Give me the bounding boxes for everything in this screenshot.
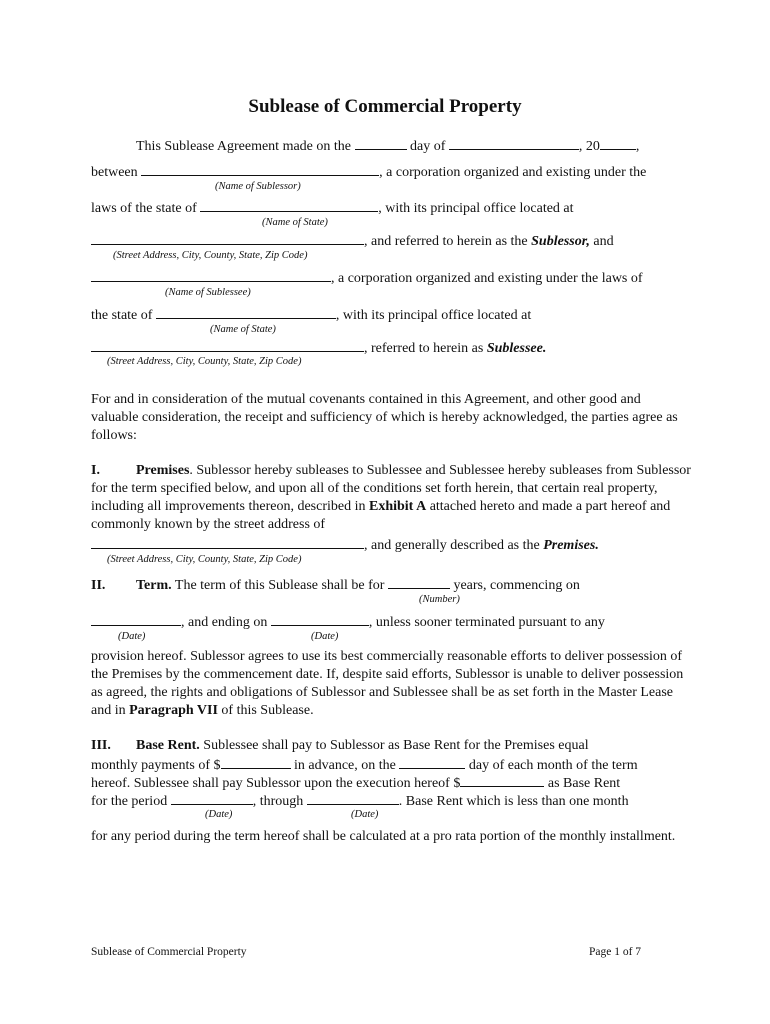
section-text: , through xyxy=(252,794,304,809)
section-text: day of each month of the term xyxy=(468,758,638,773)
intro-text: the state of xyxy=(91,308,153,323)
section-text: in advance, on the xyxy=(294,758,396,773)
period-start-blank[interactable] xyxy=(171,792,253,805)
caption-address-1: (Street Address, City, County, State, Zip Code) xyxy=(113,250,308,261)
section-text: . Base Rent which is less than one month xyxy=(398,794,629,809)
section-rent-body: for any period during the term hereof shall be calculated at a pro rata portion of the monthly installment. xyxy=(91,829,676,844)
caption-premises-address: (Street Address, City, County, State, Zip Code) xyxy=(107,554,302,565)
consideration-paragraph: For and in consideration of the mutual covenants contained in this Agreement, and other good and valuable consideration, the receipt and sufficiency of which is hereby acknowledged, the parties agree as follows: xyxy=(91,392,678,443)
section-text: The term of this Sublease shall be for xyxy=(174,578,385,593)
document-title: Sublease of Commercial Property xyxy=(248,96,522,117)
section-rent-line-1 xyxy=(91,738,589,754)
sublessee-address-blank[interactable] xyxy=(91,339,364,352)
intro-text: , a corporation organized and existing under the xyxy=(379,165,647,180)
sublessor-term: Sublessor, xyxy=(531,234,590,249)
section-number: I. xyxy=(91,463,100,478)
intro-text: , 20 xyxy=(578,139,600,154)
intro-line-7 xyxy=(91,339,546,357)
section-premises xyxy=(91,462,691,534)
end-date-blank[interactable] xyxy=(271,613,369,626)
section-rent-line-2 xyxy=(91,756,638,774)
intro-text: , with its principal office located at xyxy=(335,308,532,323)
caption-date-1: (Date) xyxy=(118,631,146,642)
page-number: Page 1 of 7 xyxy=(589,946,642,958)
caption-date-2: (Date) xyxy=(311,631,339,642)
section-rent-line-3 xyxy=(91,774,620,792)
section-text: , and generally described as the xyxy=(364,538,540,553)
execution-amount-blank[interactable] xyxy=(460,774,544,787)
intro-line-1 xyxy=(136,137,639,155)
paragraph-reference: Paragraph VII xyxy=(129,703,218,718)
caption-number: (Number) xyxy=(419,594,460,605)
sublessee-term: Sublessee. xyxy=(486,341,547,356)
intro-line-2 xyxy=(91,163,646,181)
section-text: attached hereto and made a part hereof and commonly known by the street address of xyxy=(91,499,671,532)
commence-date-blank[interactable] xyxy=(91,613,181,626)
period-end-blank[interactable] xyxy=(307,792,399,805)
section-heading: Base Rent. xyxy=(136,738,200,753)
footer-title: Sublease of Commercial Property xyxy=(91,946,247,958)
section-text: as Base Rent xyxy=(547,776,621,791)
premises-address-line xyxy=(91,536,599,554)
intro-line-3 xyxy=(91,199,574,217)
sublessee-name-blank[interactable] xyxy=(91,269,331,282)
intro-line-5 xyxy=(91,269,643,287)
section-text: , and ending on xyxy=(181,615,268,630)
premises-term: Premises. xyxy=(543,538,599,553)
section-term-line-2 xyxy=(91,613,605,631)
section-term-body xyxy=(91,648,691,720)
intro-text: day of xyxy=(410,139,446,154)
intro-text: between xyxy=(91,165,138,180)
exhibit-reference: Exhibit A xyxy=(368,499,427,514)
caption-state-1: (Name of State) xyxy=(262,217,328,228)
section-text: , unless sooner terminated pursuant to any xyxy=(368,615,605,630)
sublessor-name-blank[interactable] xyxy=(141,163,379,176)
sublessor-address-blank[interactable] xyxy=(91,232,364,245)
section-text: provision hereof. Sublessor agrees to use its best commercially reasonable efforts to deliver possession of the Premises by the commencement date. If, despite said efforts, Sublessor is unable to deliver possession as agreed, the rights and obligations of Sublessor and Sublessee shall be as set forth in the Master Lease and in xyxy=(91,649,684,718)
section-text: monthly payments of $ xyxy=(91,758,221,773)
intro-text: This Sublease Agreement made on the xyxy=(136,139,351,154)
day-blank[interactable] xyxy=(355,137,407,150)
intro-text: , with its principal office located at xyxy=(378,201,574,216)
section-number: II. xyxy=(91,578,106,593)
year-blank[interactable] xyxy=(600,137,636,150)
section-text: Sublessee shall pay to Sublessor as Base Rent for the Premises equal xyxy=(203,738,589,753)
payment-day-blank[interactable] xyxy=(399,756,465,769)
monthly-amount-blank[interactable] xyxy=(221,756,291,769)
intro-text: , xyxy=(635,139,640,154)
sublessee-state-blank[interactable] xyxy=(156,306,336,319)
section-term-line-1 xyxy=(91,576,580,594)
sublessor-state-blank[interactable] xyxy=(200,199,378,212)
section-heading: Term. xyxy=(136,578,172,593)
caption-sublessor: (Name of Sublessor) xyxy=(215,181,301,192)
caption-sublessee: (Name of Sublessee) xyxy=(165,287,251,298)
section-rent-line-4 xyxy=(91,792,629,810)
intro-text: laws of the state of xyxy=(91,201,197,216)
caption-date-4: (Date) xyxy=(351,809,379,820)
section-text: . Sublessor hereby subleases to Sublessee and Sublessee hereby subleases from Sublessor for the term specified below, and upon all of the conditions set forth herein, that certain real property, including all improvements thereon, described in xyxy=(91,463,691,514)
section-text: for the period xyxy=(91,794,168,809)
intro-text: , referred to herein as xyxy=(364,341,484,356)
caption-state-2: (Name of State) xyxy=(210,324,276,335)
term-years-blank[interactable] xyxy=(388,576,450,589)
caption-address-2: (Street Address, City, County, State, Zip Code) xyxy=(107,356,302,367)
intro-line-4 xyxy=(91,232,614,250)
intro-text: and xyxy=(593,234,614,249)
premises-address-blank[interactable] xyxy=(91,536,364,549)
intro-text: , and referred to herein as the xyxy=(364,234,528,249)
section-number: III. xyxy=(91,738,111,753)
intro-line-6 xyxy=(91,306,531,324)
section-heading: Premises xyxy=(136,463,190,478)
caption-date-3: (Date) xyxy=(205,809,233,820)
section-text: hereof. Sublessee shall pay Sublessor upon the execution hereof $ xyxy=(91,776,461,791)
month-blank[interactable] xyxy=(449,137,579,150)
section-text: years, commencing on xyxy=(453,578,580,593)
intro-text: , a corporation organized and existing under the laws of xyxy=(331,271,643,286)
section-text: of this Sublease. xyxy=(221,703,314,718)
